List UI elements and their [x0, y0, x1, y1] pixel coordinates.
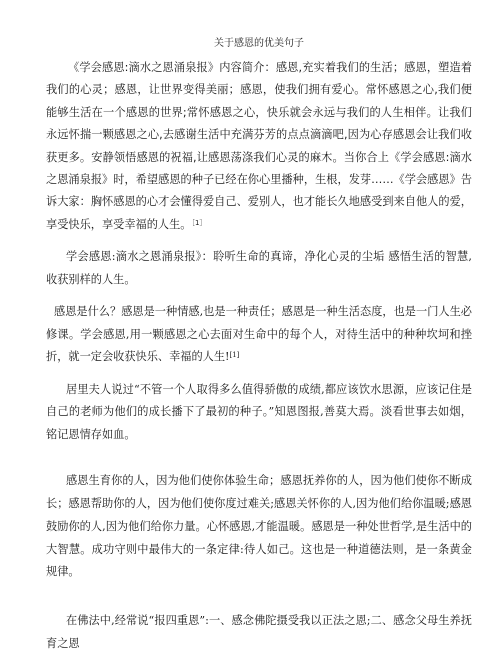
paragraph-3-text: 感恩是什么？感恩是一种情感,也是一种责任；感恩是一种生活态度，也是一门人生必修课。学会感恩,用一颗感恩之心去面对生命中的每个人，对待生活中的种种坎坷和挫折，就一定会收获快乐、幸福的人生!	[46, 305, 472, 364]
paragraph-4	[46, 379, 472, 447]
paragraph-6	[46, 610, 472, 655]
paragraph-5	[46, 470, 472, 584]
paragraph-6-text: 在佛法中,经常说“报四重恩”:一、感念佛陀摄受我以正法之恩;二、感念父母生养抚育之恩	[46, 614, 472, 650]
paragraph-4-text: 居里夫人说过“不管一个人取得多么值得骄傲的成绩,都应该饮水思源，应该记住是自己的老师为他们的成长播下了最初的种子。”知恩图报,善莫大焉。淡看世事去如烟，铭记恩情存如血。	[46, 382, 472, 441]
paragraph-1	[46, 57, 472, 236]
paragraph-1-text: 《学会感恩:滴水之恩涌泉报》内容简介：感恩,充实着我们的生活；感恩，塑造着我们的心灵；感恩，让世界变得美丽；感恩，使我们拥有爱心。常怀感恩之心,我们便能够生活在一个感恩的世界;常怀感恩之心，快乐就会永远与我们的人生相伴。让我们永远怀揣一颗感恩之心,去感谢生活中充满芬芳的点点滴滴吧,因为心存感恩会让我们收获更多。安静领悟感恩的祝福,让感恩荡涤我们心灵的麻木。当你合上《学会感恩:滴水之恩涌泉报》时，希望感恩的种子已经在你心里播种，生根，发芽……《学会感恩》告诉大家：胸怀感恩的心才会懂得爱自己、爱别人，也才能长久地感受到来自他人的爱，享受快乐，享受幸福的人生。	[46, 61, 472, 231]
document-title: 关于感恩的优美句子	[214, 38, 304, 49]
paragraph-2-text: 学会感恩:滴水之恩涌泉报》：聆听生命的真谛，净化心灵的尘垢 感悟生活的智慧,收获别样的人生。	[46, 250, 472, 286]
citation-ref-1: ［1］	[191, 218, 207, 227]
paragraph-2	[46, 246, 472, 291]
paragraph-3	[46, 301, 472, 369]
paragraph-5-text: 感恩生育你的人，因为他们使你体验生命；感恩抚养你的人，因为他们使你不断成长；感恩帮助你的人，因为他们使你度过难关;感恩关怀你的人,因为他们给你温暖;感恩鼓励你的人,因为他们给你力量。心怀感恩,才能温暖。感恩是一种处世哲学,是生活中的大智慧。成功守则中最伟大的一条定律:待人如己。这也是一种道德法则，是一条黄金规律。	[46, 474, 472, 579]
citation-ref-2: [1]	[229, 351, 240, 360]
